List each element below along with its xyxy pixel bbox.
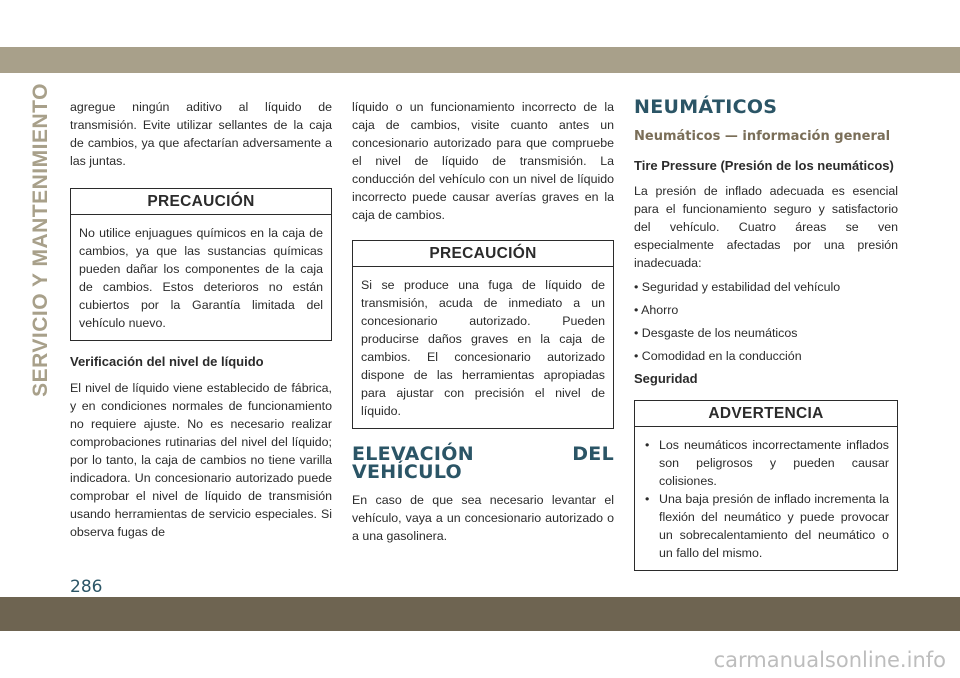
column-3 — [634, 98, 898, 571]
fluid-level-heading: Verificación del nivel de líquido — [70, 354, 264, 369]
tires-heading: NEUMÁTICOS — [634, 96, 778, 118]
list-item: • Comodidad en la conducción — [634, 349, 802, 363]
fluid-level-paragraph: El nivel de líquido viene establecido de fábrica, y en condiciones normales de funcionamiento no requiere ajuste. No es necesario realizar comprobaciones rutinarias del nivel del líquido; por lo tanto, la caja de cambios no tiene varilla indicadora. Un concesionario autorizado puede comprobar el nivel de líquido de transmisión usando herramientas de servicio especiales. Si observa fugas de — [70, 381, 332, 539]
continued-paragraph: líquido o un funcionamiento incorrecto de la caja de cambios, visite cuanto antes un concesionario autorizado para que compruebe el nivel de líquido de transmisión. La conducción del vehículo con un nivel de líquido incorrecto puede causar averías graves en la caja de cambios. — [352, 100, 614, 222]
vehicle-lifting-paragraph: En caso de que sea necesario levantar el vehículo, vaya a un concesionario autorizado o a una gasolinera. — [352, 493, 614, 543]
safety-heading: Seguridad — [634, 371, 698, 386]
page-number: 286 — [70, 577, 103, 597]
section-tab-label: SERVICIO Y MANTENIMIENTO — [29, 83, 52, 397]
column-1 — [70, 98, 332, 541]
vehicle-lifting-heading: ELEVACIÓN DEL VEHÍCULO — [352, 443, 614, 483]
section-tab — [28, 83, 54, 397]
watermark: carmanualsonline.info — [713, 648, 946, 672]
column-2 — [352, 98, 614, 545]
tires-general-heading: Neumáticos — información general — [634, 129, 891, 144]
intro-paragraph: agregue ningún aditivo al líquido de transmisión. Evite utilizar sellantes de la caja de cambios, ya que afectarían adversamente a las juntas. — [70, 100, 332, 168]
tire-pressure-paragraph: La presión de inflado adecuada es esencial para el funcionamiento seguro y satisfactorio del vehículo. Cuatro áreas se ven especialmente afectadas por una presión inadecuada: — [634, 184, 898, 270]
caution-text: No utilice enjuagues químicos en la caja de cambios, ya que las sustancias químicas pueden dañar los componentes de la caja de cambios. Estos deterioros no están cubiertos por la Garantía limitada del vehículo nuevo. — [79, 226, 323, 330]
footer-band — [0, 597, 960, 631]
warning-box — [634, 400, 898, 571]
warning-item: • Una baja presión de inflado incrementa la flexión del neumático y puede provocar un sobrecalentamiento del neumático o un fallo del mismo. — [643, 490, 889, 562]
caution-title: PRECAUCIÓN — [353, 241, 613, 267]
caution-text: Si se produce una fuga de líquido de transmisión, acuda de inmediato a un concesionario autorizado. Pueden producirse daños graves en la caja de cambios. El concesionario autorizado dispone de las herramientas apropiadas para ajustar con precisión el nivel de líquido. — [361, 278, 605, 418]
list-item: • Seguridad y estabilidad del vehículo — [634, 280, 841, 294]
tire-pressure-heading: Tire Pressure (Presión de los neumáticos) — [634, 158, 894, 173]
caution-title: PRECAUCIÓN — [71, 189, 331, 215]
header-band — [0, 47, 960, 73]
list-item: • Desgaste de los neumáticos — [634, 326, 798, 340]
list-item: • Ahorro — [634, 303, 679, 317]
caution-box-1 — [70, 188, 332, 341]
warning-title: ADVERTENCIA — [635, 401, 897, 427]
caution-box-2 — [352, 240, 614, 429]
warning-item: • Los neumáticos incorrectamente inflados son peligrosos y pueden causar colisiones. — [643, 436, 889, 490]
